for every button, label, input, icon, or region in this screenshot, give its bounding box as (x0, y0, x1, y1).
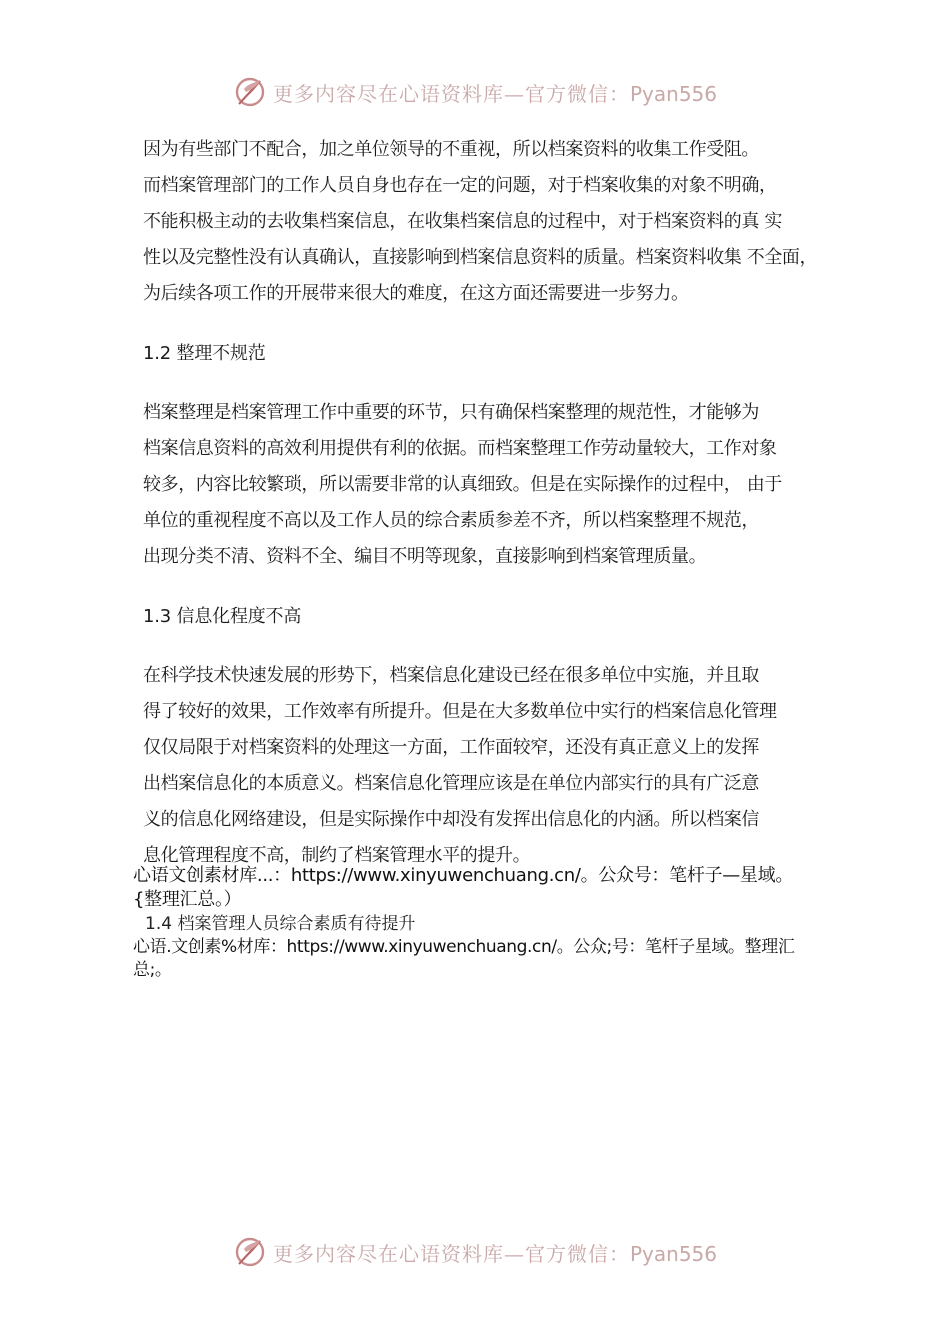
section-heading-1-3: 1.3 信息化程度不高 (143, 606, 302, 627)
quill-logo-icon (233, 75, 267, 109)
text-line: 义的信息化网络建设，但是实际操作中却没有发挥出信息化的内涵。所以档案信 (143, 809, 759, 830)
source-note-line: {整理汇总。） (133, 889, 242, 910)
text-line: 较多，内容比较繁琐，所以需要非常的认真细致。但是在实际操作的过程中， 由于 (143, 474, 782, 495)
document-body (143, 132, 843, 874)
text-line: 出档案信息化的本质意义。档案信息化管理应该是在单位内部实行的具有广泛意 (143, 773, 759, 794)
text-line: 单位的重视程度不高以及工作人员的综合素质参差不齐，所以档案整理不规范， (143, 510, 759, 531)
text-line: 得了较好的效果，工作效率有所提升。但是在大多数单位中实行的档案信息化管理 (143, 701, 777, 722)
text-line: 出现分类不清、资料不全、编目不明等现象，直接影响到档案管理质量。 (143, 546, 707, 567)
document-tail (133, 864, 838, 982)
text-line: 在科学技术快速发展的形势下，档案信息化建设已经在很多单位中实施，并且取 (143, 665, 759, 686)
watermark-id: Pyan556 (629, 1241, 717, 1266)
paragraph-organization-issues (143, 395, 843, 575)
text-line: 性以及完整性没有认真确认，直接影响到档案信息资料的质量。档案资料收集 不全面， (143, 247, 818, 268)
text-line: 档案信息资料的高效利用提供有利的依据。而档案整理工作劳动量较大，工作对象 (143, 438, 777, 459)
watermark-text: 更多内容尽在心语资料库—官方微信： (272, 81, 630, 106)
text-line: 档案整理是档案管理工作中重要的环节，只有确保档案整理的规范性，才能够为 (143, 402, 759, 423)
paragraph-collection-issues (143, 132, 843, 312)
text-line: 为后续各项工作的开展带来很大的难度，在这方面还需要进一步努力。 (143, 283, 689, 304)
quill-logo-icon (233, 1235, 267, 1269)
text-line: 因为有些部门不配合，加之单位领导的不重视，所以档案资料的收集工作受阻。 (143, 139, 759, 160)
section-heading-1-2: 1.2 整理不规范 (143, 343, 266, 364)
text-line: 息化管理程度不高，制约了档案管理水平的提升。 (143, 845, 531, 866)
watermark-id: Pyan556 (629, 81, 717, 106)
text-line: 不能积极主动的去收集档案信息，在收集档案信息的过程中，对于档案资料的真 实 (143, 211, 782, 232)
source-note-line: 总;。 (133, 960, 172, 980)
paragraph-informatization-issues (143, 658, 843, 874)
watermark-text: 更多内容尽在心语资料库—官方微信： (272, 1241, 630, 1266)
source-note-line: 心语.文创素%材库：https://www.xinyuwenchuang.cn/。公众;号：笔杆子星域。整理汇 (133, 937, 795, 957)
text-line: 而档案管理部门的工作人员自身也存在一定的问题，对于档案收集的对象不明确， (143, 175, 777, 196)
text-line: 仅仅局限于对档案资料的处理这一方面，工作面较窄，还没有真正意义上的发挥 (143, 737, 759, 758)
header-watermark (0, 74, 950, 110)
footer-watermark (0, 1234, 950, 1270)
source-note-line: 心语文创素材库...：https://www.xinyuwenchuang.cn/。公众号：笔杆子—星域。 (133, 865, 794, 886)
section-heading-1-4: 1.4 档案管理人员综合素质有待提升 (145, 914, 416, 934)
